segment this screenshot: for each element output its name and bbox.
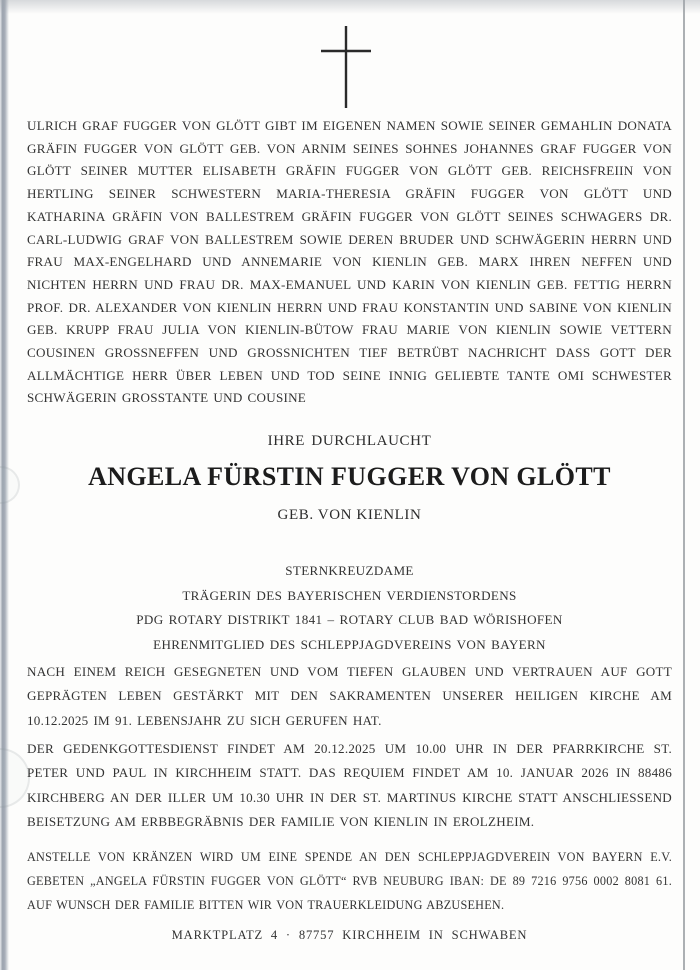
- titles-list: [27, 559, 672, 657]
- address-footer: MARKTPLATZ 4 · 87757 KIRCHHEIM IN SCHWABEN: [171, 928, 528, 942]
- scan-right-edge: [683, 0, 685, 970]
- scan-top-shadow: [0, 0, 700, 14]
- death-notice-paragraph: NACH EINEM REICH GESEGNETEN UND VOM TIEFEN GLAUBEN UND VERTRAUEN AUF GOTT GEPRÄGTEN LEBEN GESTÄRKT MIT DEN SAKRAMENTEN UNSERER HEILIGEN KIRCHE AM 10.12.2025 IM 91. LEBENSJAHR ZU SICH GERUFEN HAT.: [27, 664, 672, 728]
- punch-hole-shadow: [0, 466, 20, 504]
- maiden-name-line: GEB. VON KIENLIN: [277, 507, 422, 523]
- punch-hole-shadow: [0, 748, 30, 808]
- services-paragraph: DER GEDENKGOTTESDIENST FINDET AM 20.12.2025 UM 10.00 UHR IN DER PFARRKIRCHE ST. PETER UND PAUL IN KIRCHHEIM STATT. DAS REQUIEM FINDET AM 10. JANUAR 2026 IN 88486 KIRCHBERG AN DER ILLER UM 10.30 UHR IN DER ST. MARTINUS KIRCHE STATT ANSCHLIESSEND BEISETZUNG AM ERBBEGRÄBNIS DER FAMILIE VON KIENLIN IN EROLZHEIM.: [27, 741, 672, 829]
- deceased-name: ANGELA FÜRSTIN FUGGER VON GLÖTT: [88, 462, 611, 491]
- family-announcement-paragraph: ULRICH GRAF FUGGER VON GLÖTT GIBT IM EIGENEN NAMEN SOWIE SEINER GEMAHLIN DONATA GRÄFIN FUGGER VON GLÖTT GEB. VON ARNIM SEINES SOHNES JOHANNES GRAF FUGGER VON GLÖTT SEINER MUTTER ELISABETH GRÄFIN FUGGER VON GLÖTT GEB. REICHSFREIIN VON HERTLING SEINER SCHWESTERN MARIA-THERESIA GRÄFIN FUGGER VON GLÖTT UND KATHARINA GRÄFIN VON BALLESTREM GRÄFIN FUGGER VON GLÖTT SEINES SCHWAGERS DR. CARL-LUDWIG GRAF VON BALLESTREM SOWIE DEREN BRUDER UND SCHWÄGERIN HERRN UND FRAU MAX-ENGELHARD UND ANNEMARIE VON KIENLIN GEB. MARX IHREN NEFFEN UND NICHTEN HERRN UND FRAU DR. MAX-EMANUEL UND KARIN VON KIENLIN GEB. FETTIG HERRN PROF. DR. ALEXANDER VON KIENLIN HERRN UND FRAU KONSTANTIN UND SABINE VON KIENLIN GEB. KRUPP FRAU JULIA VON KIENLIN-BÜTOW FRAU MARIE VON KIENLIN SOWIE VETTERN COUSINEN GROSSNEFFEN UND GROSSNICHTEN TIEF BETRÜBT NACHRICHT DASS GOTT DER ALLMÄCHTIGE HERR ÜBER LEBEN UND TOD SEINE INNIG GELIEBTE TANTE OMI SCHWESTER SCHWÄGERIN GROSSTANTE UND COUSINE: [27, 118, 672, 406]
- title-line-verdienstorden: TRÄGERIN DES BAYERISCHEN VERDIENSTORDENS: [182, 587, 517, 603]
- donations-paragraph: ANSTELLE VON KRÄNZEN WIRD UM EINE SPENDE AN DEN SCHLEPPJAGDVEREIN VON BAYERN E.V. GEBETEN „ANGELA FÜRSTIN FUGGER VON GLÖTT“ RVB NEUBURG IBAN: DE 89 7216 9756 0002 8081 61. AUF WUNSCH DER FAMILIE BITTEN WIR VON TRAUERKLEIDUNG ABZUSEHEN.: [27, 850, 672, 912]
- honorific-line: IHRE DURCHLAUCHT: [267, 433, 432, 449]
- title-line-schleppjagdverein: EHRENMITGLIED DES SCHLEPPJAGDVEREINS VON BAYERN: [153, 636, 546, 652]
- title-line-sternkreuzdame: STERNKREUZDAME: [285, 563, 414, 578]
- title-line-rotary: PDG ROTARY DISTRIKT 1841 – ROTARY CLUB BAD WÖRISHOFEN: [136, 612, 563, 628]
- cross-icon: [321, 26, 371, 108]
